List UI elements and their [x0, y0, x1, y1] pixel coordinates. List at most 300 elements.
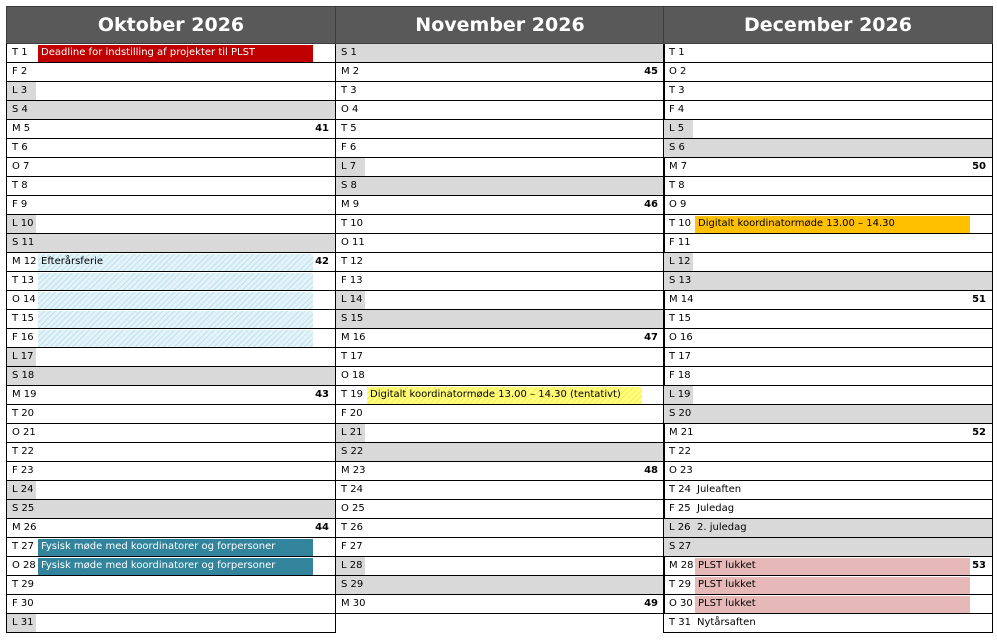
- day-row[interactable]: [7, 253, 335, 272]
- day-cell[interactable]: [365, 481, 664, 499]
- day-cell[interactable]: [365, 310, 664, 328]
- day-cell[interactable]: [693, 82, 992, 100]
- day-label: F 30: [12, 598, 34, 609]
- day-cell[interactable]: [693, 63, 992, 81]
- day-cell[interactable]: [36, 196, 335, 214]
- day-label: M 16: [341, 332, 366, 343]
- day-cell[interactable]: [693, 576, 992, 594]
- day-label: L 21: [336, 424, 365, 442]
- day-label: F 18: [669, 370, 691, 381]
- day-cell[interactable]: [36, 82, 335, 100]
- week-number: 42: [315, 256, 329, 267]
- day-label: M 2: [341, 66, 360, 77]
- day-row[interactable]: [336, 576, 664, 595]
- day-label: T 8: [669, 180, 685, 191]
- day-row[interactable]: [336, 443, 664, 462]
- day-row[interactable]: [7, 291, 335, 310]
- calendar-event[interactable]: PLST lukket: [695, 558, 970, 575]
- day-row[interactable]: [664, 424, 992, 443]
- day-row[interactable]: [664, 386, 992, 405]
- day-cell[interactable]: [36, 386, 335, 404]
- day-label: L 31: [7, 614, 36, 632]
- day-row[interactable]: [7, 272, 335, 291]
- day-row[interactable]: [336, 253, 664, 272]
- day-row[interactable]: [336, 424, 664, 443]
- day-row[interactable]: [7, 215, 335, 234]
- week-number: 47: [644, 332, 658, 343]
- month-header: December 2026: [663, 6, 993, 44]
- day-label: F 20: [341, 408, 363, 419]
- day-row[interactable]: [7, 63, 335, 82]
- day-cell[interactable]: [693, 481, 992, 499]
- day-cell[interactable]: [365, 101, 664, 119]
- holiday-label: 2. juledag: [697, 522, 747, 533]
- day-label: M 30: [341, 598, 366, 609]
- day-cell[interactable]: [365, 120, 664, 138]
- day-label: L 3: [7, 82, 36, 100]
- day-label: L 5: [664, 120, 693, 138]
- day-row[interactable]: [7, 234, 335, 253]
- day-label: S 22: [336, 443, 365, 461]
- day-label: T 5: [341, 123, 357, 134]
- day-row[interactable]: [336, 215, 664, 234]
- week-number: 48: [644, 465, 658, 476]
- day-row[interactable]: [664, 519, 992, 538]
- day-cell[interactable]: [693, 386, 992, 404]
- day-cell[interactable]: [693, 519, 992, 537]
- day-row[interactable]: [336, 481, 664, 500]
- day-label: M 5: [12, 123, 31, 134]
- day-cell[interactable]: [365, 158, 664, 176]
- day-label: O 2: [669, 66, 687, 77]
- day-label: L 28: [336, 557, 365, 575]
- day-label: M 14: [669, 294, 694, 305]
- day-label: T 27: [12, 541, 35, 552]
- month-header: November 2026: [335, 6, 665, 44]
- calendar-event[interactable]: PLST lukket: [695, 596, 970, 613]
- day-row[interactable]: [336, 44, 664, 63]
- day-row[interactable]: [7, 120, 335, 139]
- day-row[interactable]: [664, 462, 992, 481]
- week-number: 44: [315, 522, 329, 533]
- day-row[interactable]: [7, 595, 335, 614]
- day-cell[interactable]: [365, 139, 664, 157]
- day-row[interactable]: [664, 348, 992, 367]
- day-label: T 20: [12, 408, 35, 419]
- day-cell[interactable]: [36, 215, 335, 233]
- calendar-event[interactable]: [38, 311, 313, 328]
- day-cell[interactable]: [693, 595, 992, 613]
- day-cell[interactable]: [365, 405, 664, 423]
- day-row[interactable]: [336, 519, 664, 538]
- day-label: S 20: [664, 405, 693, 423]
- day-row[interactable]: [7, 557, 335, 576]
- day-cell[interactable]: [693, 405, 992, 423]
- day-cell[interactable]: [693, 120, 992, 138]
- day-cell[interactable]: [693, 329, 992, 347]
- day-row[interactable]: [664, 500, 992, 519]
- day-label: S 27: [664, 538, 693, 556]
- day-label: O 4: [341, 104, 359, 115]
- day-label: F 16: [12, 332, 34, 343]
- day-cell[interactable]: [365, 595, 664, 613]
- day-label: T 26: [341, 522, 364, 533]
- day-cell[interactable]: [693, 557, 992, 575]
- day-row[interactable]: [7, 386, 335, 405]
- day-row[interactable]: [336, 101, 664, 120]
- day-label: M 12: [12, 256, 37, 267]
- day-cell[interactable]: [693, 272, 992, 290]
- day-label: T 12: [341, 256, 364, 267]
- day-cell[interactable]: [365, 329, 664, 347]
- day-row[interactable]: [7, 405, 335, 424]
- holiday-label: Juledag: [697, 503, 735, 514]
- day-cell[interactable]: [36, 424, 335, 442]
- day-label: S 18: [7, 367, 36, 385]
- day-label: T 3: [341, 85, 357, 96]
- calendar-event[interactable]: Efterårsferie: [38, 254, 313, 271]
- day-cell[interactable]: [365, 462, 664, 480]
- day-label: F 9: [12, 199, 28, 210]
- day-cell[interactable]: [36, 500, 335, 518]
- day-cell[interactable]: [693, 253, 992, 271]
- day-cell[interactable]: [693, 500, 992, 518]
- day-cell[interactable]: [36, 519, 335, 537]
- month-november: [335, 6, 665, 614]
- week-number: 41: [315, 123, 329, 134]
- day-cell[interactable]: [365, 500, 664, 518]
- day-row[interactable]: [664, 443, 992, 462]
- day-list: [663, 44, 993, 633]
- day-label: O 30: [669, 598, 693, 609]
- week-number: 45: [644, 66, 658, 77]
- week-number: 53: [972, 560, 986, 571]
- day-row[interactable]: [664, 63, 992, 82]
- week-number: 49: [644, 598, 658, 609]
- day-cell[interactable]: [36, 462, 335, 480]
- day-cell[interactable]: [36, 329, 335, 347]
- day-row[interactable]: [336, 500, 664, 519]
- day-cell[interactable]: [693, 348, 992, 366]
- day-label: T 17: [341, 351, 364, 362]
- day-row[interactable]: [336, 329, 664, 348]
- day-cell[interactable]: [36, 481, 335, 499]
- day-row[interactable]: [7, 500, 335, 519]
- day-row[interactable]: [7, 139, 335, 158]
- day-cell[interactable]: [36, 291, 335, 309]
- day-row[interactable]: [7, 101, 335, 120]
- day-row[interactable]: [7, 481, 335, 500]
- day-cell[interactable]: [36, 101, 335, 119]
- day-row[interactable]: [664, 196, 992, 215]
- day-label: T 8: [12, 180, 28, 191]
- day-row[interactable]: [336, 158, 664, 177]
- day-row[interactable]: [7, 462, 335, 481]
- calendar-event[interactable]: Digitalt koordinatormøde 13.00 – 14.30 (tentativt): [367, 387, 642, 404]
- day-cell[interactable]: [693, 177, 992, 195]
- day-row[interactable]: [7, 177, 335, 196]
- day-label: T 19: [341, 389, 364, 400]
- month-header: Oktober 2026: [6, 6, 336, 44]
- day-row[interactable]: [336, 367, 664, 386]
- day-label: T 22: [669, 446, 692, 457]
- day-cell[interactable]: [365, 196, 664, 214]
- day-cell[interactable]: [693, 234, 992, 252]
- day-row[interactable]: [336, 386, 664, 405]
- day-cell[interactable]: [36, 557, 335, 575]
- week-number: 43: [315, 389, 329, 400]
- day-row[interactable]: [664, 595, 992, 614]
- day-row[interactable]: [336, 310, 664, 329]
- calendar-event[interactable]: [38, 273, 313, 290]
- day-cell[interactable]: [36, 367, 335, 385]
- day-row[interactable]: [664, 481, 992, 500]
- day-label: L 10: [7, 215, 36, 233]
- day-row[interactable]: [7, 329, 335, 348]
- day-cell[interactable]: [693, 443, 992, 461]
- day-row[interactable]: [664, 329, 992, 348]
- day-cell[interactable]: [365, 576, 664, 594]
- day-label: M 21: [669, 427, 694, 438]
- day-row[interactable]: [664, 576, 992, 595]
- day-list: [335, 44, 665, 614]
- day-label: O 21: [12, 427, 36, 438]
- day-label: F 23: [12, 465, 34, 476]
- day-cell[interactable]: [693, 139, 992, 157]
- day-cell[interactable]: [365, 519, 664, 537]
- day-row[interactable]: [7, 443, 335, 462]
- day-row[interactable]: [336, 177, 664, 196]
- calendar-event[interactable]: Fysisk møde med koordinatorer og forpersoner: [38, 539, 313, 556]
- day-row[interactable]: [664, 538, 992, 557]
- day-label: S 4: [7, 101, 36, 119]
- day-row[interactable]: [336, 196, 664, 215]
- day-row[interactable]: [336, 120, 664, 139]
- day-label: S 15: [336, 310, 365, 328]
- day-label: L 14: [336, 291, 365, 309]
- week-number: 52: [972, 427, 986, 438]
- day-label: S 1: [336, 44, 365, 62]
- day-row[interactable]: [7, 576, 335, 595]
- day-label: S 11: [7, 234, 36, 252]
- day-cell[interactable]: [365, 177, 664, 195]
- day-row[interactable]: [7, 519, 335, 538]
- day-label: S 25: [7, 500, 36, 518]
- day-cell[interactable]: [36, 234, 335, 252]
- day-cell[interactable]: [36, 576, 335, 594]
- day-label: O 28: [12, 560, 36, 571]
- calendar-event[interactable]: [38, 330, 313, 347]
- day-cell[interactable]: [36, 272, 335, 290]
- calendar-event[interactable]: [38, 292, 313, 309]
- day-row[interactable]: [336, 595, 664, 614]
- day-label: T 1: [669, 47, 685, 58]
- day-row[interactable]: [7, 196, 335, 215]
- day-row[interactable]: [664, 405, 992, 424]
- day-label: S 6: [664, 139, 693, 157]
- day-row[interactable]: [664, 215, 992, 234]
- day-row[interactable]: [336, 557, 664, 576]
- day-cell[interactable]: [693, 367, 992, 385]
- day-label: T 10: [669, 218, 692, 229]
- day-row[interactable]: [664, 120, 992, 139]
- day-cell[interactable]: [36, 177, 335, 195]
- day-row[interactable]: [336, 272, 664, 291]
- day-cell[interactable]: [36, 348, 335, 366]
- day-row[interactable]: [664, 82, 992, 101]
- day-cell[interactable]: [36, 63, 335, 81]
- day-cell[interactable]: [36, 253, 335, 271]
- day-label: T 3: [669, 85, 685, 96]
- day-cell[interactable]: [693, 538, 992, 556]
- holiday-label: Nytårsaften: [697, 617, 756, 628]
- day-label: M 7: [669, 161, 688, 172]
- day-label: M 23: [341, 465, 366, 476]
- day-label: L 26: [664, 519, 693, 537]
- day-cell[interactable]: [365, 272, 664, 290]
- day-cell[interactable]: [365, 63, 664, 81]
- week-number: 51: [972, 294, 986, 305]
- day-row[interactable]: [7, 310, 335, 329]
- calendar-event[interactable]: Deadline for indstilling af projekter til PLST: [38, 45, 313, 62]
- day-cell[interactable]: [365, 443, 664, 461]
- day-cell[interactable]: [36, 405, 335, 423]
- day-cell[interactable]: [36, 158, 335, 176]
- day-label: T 6: [12, 142, 28, 153]
- day-row[interactable]: [664, 234, 992, 253]
- day-row[interactable]: [664, 557, 992, 576]
- day-cell[interactable]: [36, 139, 335, 157]
- day-label: O 16: [669, 332, 693, 343]
- day-row[interactable]: [7, 158, 335, 177]
- day-row[interactable]: [664, 101, 992, 120]
- day-label: O 14: [12, 294, 36, 305]
- week-number: 46: [644, 199, 658, 210]
- day-row[interactable]: [664, 253, 992, 272]
- day-row[interactable]: [7, 348, 335, 367]
- day-label: O 11: [341, 237, 365, 248]
- day-label: L 7: [336, 158, 365, 176]
- day-cell[interactable]: [365, 44, 664, 62]
- day-cell[interactable]: [365, 234, 664, 252]
- day-row[interactable]: [336, 234, 664, 253]
- day-cell[interactable]: [36, 595, 335, 613]
- day-label: T 22: [12, 446, 35, 457]
- day-row[interactable]: [664, 177, 992, 196]
- day-cell[interactable]: [36, 443, 335, 461]
- day-cell[interactable]: [693, 310, 992, 328]
- day-label: M 19: [12, 389, 37, 400]
- day-label: S 29: [336, 576, 365, 594]
- day-row[interactable]: [7, 367, 335, 386]
- day-cell[interactable]: [36, 538, 335, 556]
- month-oktober: [6, 6, 336, 633]
- day-row[interactable]: [664, 139, 992, 158]
- day-label: O 25: [341, 503, 365, 514]
- day-label: O 7: [12, 161, 30, 172]
- day-row[interactable]: [336, 139, 664, 158]
- day-row[interactable]: [336, 291, 664, 310]
- day-label: T 31: [669, 617, 692, 628]
- day-row[interactable]: [664, 614, 992, 633]
- day-cell[interactable]: [365, 348, 664, 366]
- day-cell[interactable]: [36, 310, 335, 328]
- day-cell[interactable]: [693, 196, 992, 214]
- day-row[interactable]: [7, 82, 335, 101]
- day-row[interactable]: [7, 44, 335, 63]
- day-cell[interactable]: [693, 215, 992, 233]
- day-label: T 15: [669, 313, 692, 324]
- day-label: F 13: [341, 275, 363, 286]
- calendar-event[interactable]: Fysisk møde med koordinatorer og forpersoner: [38, 558, 313, 575]
- day-cell[interactable]: [693, 291, 992, 309]
- day-label: T 17: [669, 351, 692, 362]
- day-cell[interactable]: [36, 44, 335, 62]
- day-cell[interactable]: [693, 424, 992, 442]
- day-cell[interactable]: [365, 386, 664, 404]
- day-row[interactable]: [336, 82, 664, 101]
- day-label: T 10: [341, 218, 364, 229]
- day-row[interactable]: [664, 367, 992, 386]
- day-cell[interactable]: [36, 120, 335, 138]
- day-list: [6, 44, 336, 633]
- day-label: O 18: [341, 370, 365, 381]
- holiday-label: Juleaften: [697, 484, 742, 495]
- day-row[interactable]: [336, 63, 664, 82]
- day-cell[interactable]: [693, 44, 992, 62]
- day-label: T 15: [12, 313, 35, 324]
- day-cell[interactable]: [365, 215, 664, 233]
- day-row[interactable]: [664, 158, 992, 177]
- day-row[interactable]: [7, 614, 335, 633]
- day-cell[interactable]: [693, 462, 992, 480]
- day-cell[interactable]: [365, 253, 664, 271]
- day-label: L 17: [7, 348, 36, 366]
- day-cell[interactable]: [693, 158, 992, 176]
- day-cell[interactable]: [365, 367, 664, 385]
- day-row[interactable]: [664, 44, 992, 63]
- day-row[interactable]: [336, 462, 664, 481]
- day-cell[interactable]: [693, 614, 992, 632]
- day-cell[interactable]: [365, 557, 664, 575]
- day-label: S 13: [664, 272, 693, 290]
- day-label: M 26: [12, 522, 37, 533]
- day-label: O 23: [669, 465, 693, 476]
- day-label: L 19: [664, 386, 693, 404]
- day-label: F 11: [669, 237, 691, 248]
- day-cell[interactable]: [36, 614, 335, 632]
- day-cell[interactable]: [365, 424, 664, 442]
- day-row[interactable]: [664, 272, 992, 291]
- day-row[interactable]: [664, 291, 992, 310]
- day-cell[interactable]: [365, 82, 664, 100]
- day-row[interactable]: [7, 424, 335, 443]
- day-row[interactable]: [664, 310, 992, 329]
- day-row[interactable]: [336, 348, 664, 367]
- day-row[interactable]: [336, 405, 664, 424]
- day-cell[interactable]: [365, 538, 664, 556]
- calendar-event[interactable]: Digitalt koordinatormøde 13.00 – 14.30: [695, 216, 970, 233]
- calendar-event[interactable]: PLST lukket: [695, 577, 970, 594]
- day-label: T 24: [341, 484, 364, 495]
- day-row[interactable]: [336, 538, 664, 557]
- day-label: T 29: [669, 579, 692, 590]
- day-cell[interactable]: [693, 101, 992, 119]
- day-label: F 27: [341, 541, 363, 552]
- day-row[interactable]: [7, 538, 335, 557]
- day-cell[interactable]: [365, 291, 664, 309]
- day-label: M 28: [669, 560, 694, 571]
